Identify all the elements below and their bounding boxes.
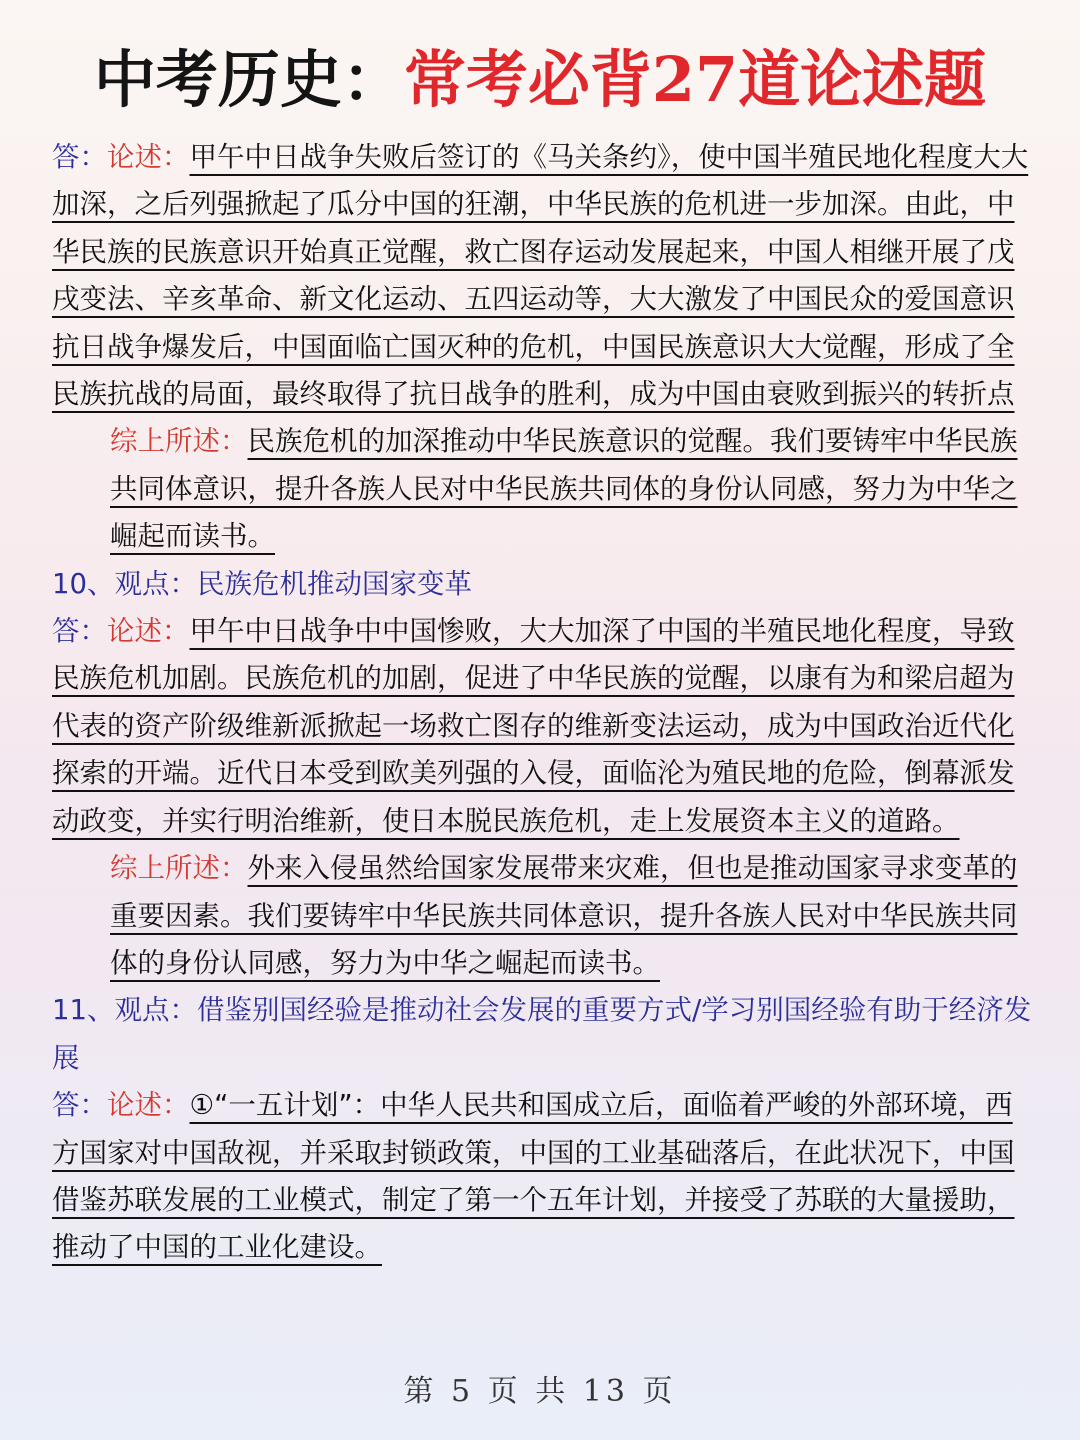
answer-label: 答： — [52, 615, 107, 648]
answer-label: 答： — [52, 141, 107, 173]
viewpoint-heading: 10、观点：民族危机推动国家变革 — [52, 567, 472, 600]
summary-label: 综上所述： — [110, 852, 248, 885]
answer-paragraph — [52, 608, 1037, 845]
summary-paragraph — [52, 418, 1037, 560]
title-highlight: 常考必背27道论述题 — [403, 43, 987, 116]
answer-label: 答： — [52, 1089, 107, 1122]
discuss-label: 论述： — [107, 615, 190, 648]
discuss-label: 论述： — [107, 141, 190, 173]
page-number: 第 5 页 共 13 页 — [403, 1374, 677, 1409]
summary-text: 民族危机的加深推动中华民族意识的觉醒。我们要铸牢中华民族共同体意识，提升各族人民对中华民族共同体的身份认同感，努力为中华之崛起而读书。 — [110, 425, 1018, 553]
answer-paragraph — [52, 1082, 1037, 1272]
discussion-text: 甲午中日战争失败后签订的《马关条约》，使中国半殖民地化程度大大加深，之后列强掀起了瓜分中国的狂潮，中华民族的危机进一步加深。由此，中华民族的民族意识开始真正觉醒，救亡图存运动发展起来，中国人相继开展了戊戌变法、辛亥革命、新文化运动、五四运动等，大大激发了中国民众的爱国意识抗日战争爆发后，中国面临亡国灭种的危机，中国民族意识大大觉醒，形成了全民族抗战的局面，最终取得了抗日战争的胜利，成为中国由衰败到振兴的转折点 — [52, 141, 1029, 411]
answer-paragraph — [52, 134, 1037, 418]
summary-label: 综上所述： — [110, 425, 248, 458]
summary-paragraph — [52, 845, 1037, 987]
discussion-text: ①“一五计划”：中华人民共和国成立后，面临着严峻的外部环境，西方国家对中国敌视，并采取封锁政策，中国的工业基础落后，在此状况下，中国借鉴苏联发展的工业模式，制定了第一个五年计划，并接受了苏联的大量援助，推动了中国的工业化建设。 — [52, 1089, 1015, 1264]
page-title — [0, 30, 1080, 130]
viewpoint-heading: 11、观点：借鉴别国经验是推动社会发展的重要方式/学习别国经验有助于经济发展 — [52, 994, 1032, 1074]
title-subject: 中考历史： — [93, 43, 404, 116]
document-body — [52, 134, 1037, 1272]
discuss-label: 论述： — [107, 1089, 190, 1122]
summary-text: 外来入侵虽然给国家发展带来灾难，但也是推动国家寻求变革的重要因素。我们要铸牢中华民族共同体意识，提升各族人民对中华民族共同体的身份认同感，努力为中华之崛起而读书。 — [110, 852, 1018, 979]
discussion-text: 甲午中日战争中中国惨败，大大加深了中国的半殖民地化程度，导致民族危机加剧。民族危机的加剧，促进了中华民族的觉醒，以康有为和梁启超为代表的资产阶级维新派掀起一场救亡图存的维新变法运动，成为中国政治近代化探索的开端。近代日本受到欧美列强的入侵，面临沦为殖民地的危险，倒幕派发动政变，并实行明治维新，使日本脱民族危机，走上发展资本主义的道路。 — [52, 615, 1015, 837]
